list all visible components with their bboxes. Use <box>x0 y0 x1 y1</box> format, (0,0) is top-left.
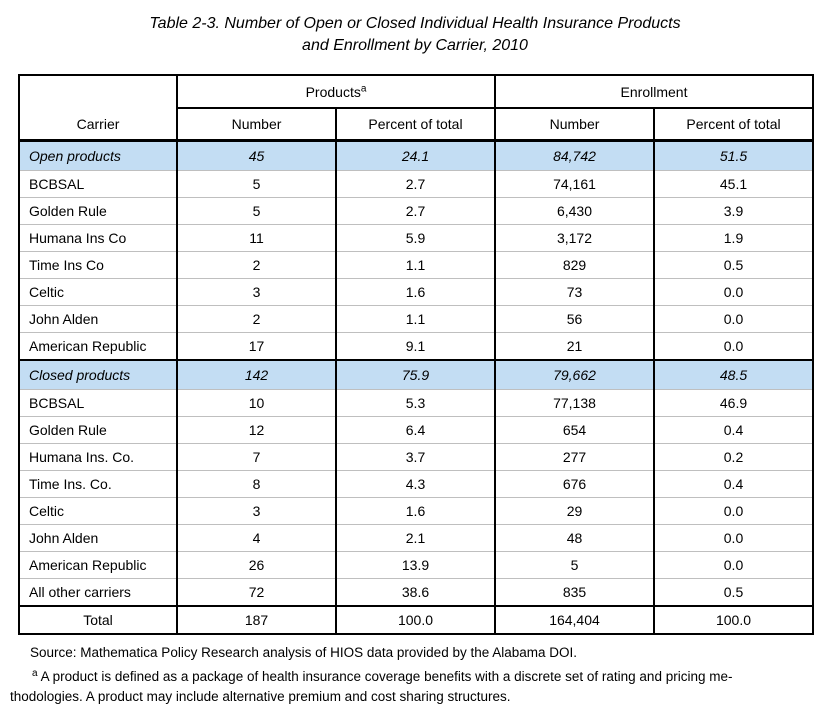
carrier-cell: John Alden <box>19 306 177 333</box>
enrollment-percent-header: Percent of total <box>654 108 813 141</box>
carrier-cell: BCBSAL <box>19 171 177 198</box>
table-row-closed-products <box>19 360 813 390</box>
footnote-a <box>10 667 818 707</box>
table-row <box>19 579 813 607</box>
value-cell: 45 <box>177 141 336 171</box>
value-cell: 100.0 <box>336 606 495 634</box>
value-cell: 277 <box>495 444 654 471</box>
carrier-cell: John Alden <box>19 525 177 552</box>
value-cell: 0.4 <box>654 417 813 444</box>
value-cell: 56 <box>495 306 654 333</box>
table-title-line2: and Enrollment by Carrier, 2010 <box>302 37 528 54</box>
value-cell: 11 <box>177 225 336 252</box>
products-number-header: Number <box>177 108 336 141</box>
table-header <box>19 75 813 141</box>
footnote-marker: a <box>32 667 38 679</box>
enrollment-number-header: Number <box>495 108 654 141</box>
value-cell: 1.1 <box>336 306 495 333</box>
value-cell: 2 <box>177 306 336 333</box>
products-group-label: Products <box>305 83 361 100</box>
table-row <box>19 198 813 225</box>
value-cell: 48.5 <box>654 360 813 390</box>
value-cell: 1.1 <box>336 252 495 279</box>
value-cell: 17 <box>177 333 336 361</box>
carrier-cell: American Republic <box>19 333 177 361</box>
value-cell: 654 <box>495 417 654 444</box>
carrier-cell: Humana Ins. Co. <box>19 444 177 471</box>
value-cell: 12 <box>177 417 336 444</box>
enrollment-group-header: Enrollment <box>495 75 813 108</box>
value-cell: 0.0 <box>654 333 813 361</box>
value-cell: 0.5 <box>654 579 813 607</box>
value-cell: 51.5 <box>654 141 813 171</box>
value-cell: 5 <box>495 552 654 579</box>
value-cell: 3,172 <box>495 225 654 252</box>
value-cell: 0.5 <box>654 252 813 279</box>
value-cell: 5 <box>177 198 336 225</box>
value-cell: 1.9 <box>654 225 813 252</box>
carrier-cell: Closed products <box>19 360 177 390</box>
table-row-total <box>19 606 813 634</box>
value-cell: 2.1 <box>336 525 495 552</box>
value-cell: 4.3 <box>336 471 495 498</box>
value-cell: 79,662 <box>495 360 654 390</box>
carrier-cell: Open products <box>19 141 177 171</box>
value-cell: 164,404 <box>495 606 654 634</box>
table-title <box>0 0 830 57</box>
value-cell: 75.9 <box>336 360 495 390</box>
products-group-header <box>177 75 495 108</box>
value-cell: 3.7 <box>336 444 495 471</box>
value-cell: 0.0 <box>654 552 813 579</box>
value-cell: 10 <box>177 390 336 417</box>
value-cell: 187 <box>177 606 336 634</box>
value-cell: 7 <box>177 444 336 471</box>
table-row <box>19 525 813 552</box>
carrier-cell: Golden Rule <box>19 198 177 225</box>
products-percent-header: Percent of total <box>336 108 495 141</box>
value-cell: 0.2 <box>654 444 813 471</box>
value-cell: 835 <box>495 579 654 607</box>
value-cell: 6,430 <box>495 198 654 225</box>
value-cell: 1.6 <box>336 279 495 306</box>
table-body <box>19 141 813 635</box>
table-row <box>19 471 813 498</box>
carrier-cell: Celtic <box>19 279 177 306</box>
table-row <box>19 444 813 471</box>
source-note: Source: Mathematica Policy Research analysis of HIOS data provided by the Alabama DOI. <box>30 645 578 660</box>
table-row <box>19 306 813 333</box>
value-cell: 0.4 <box>654 471 813 498</box>
value-cell: 26 <box>177 552 336 579</box>
value-cell: 74,161 <box>495 171 654 198</box>
carrier-cell: All other carriers <box>19 579 177 607</box>
value-cell: 38.6 <box>336 579 495 607</box>
value-cell: 0.0 <box>654 306 813 333</box>
table-row <box>19 171 813 198</box>
table-row <box>19 333 813 361</box>
carrier-cell: Time Ins Co <box>19 252 177 279</box>
value-cell: 676 <box>495 471 654 498</box>
header-group-row <box>19 75 813 108</box>
table-row <box>19 390 813 417</box>
value-cell: 142 <box>177 360 336 390</box>
table-row <box>19 279 813 306</box>
value-cell: 0.0 <box>654 498 813 525</box>
value-cell: 5.9 <box>336 225 495 252</box>
value-cell: 21 <box>495 333 654 361</box>
footnote-line1: A product is defined as a package of health insurance coverage benefits with a discrete set of rating and pricing me- <box>40 669 733 684</box>
value-cell: 4 <box>177 525 336 552</box>
value-cell: 77,138 <box>495 390 654 417</box>
value-cell: 24.1 <box>336 141 495 171</box>
carrier-cell: Humana Ins Co <box>19 225 177 252</box>
footnote-line2: thodologies. A product may include alternative premium and cost sharing structures. <box>10 689 511 704</box>
value-cell: 2.7 <box>336 171 495 198</box>
value-cell: 13.9 <box>336 552 495 579</box>
carrier-cell: BCBSAL <box>19 390 177 417</box>
insurance-products-table <box>18 74 814 635</box>
value-cell: 5 <box>177 171 336 198</box>
value-cell: 45.1 <box>654 171 813 198</box>
table-row <box>19 552 813 579</box>
carrier-column-header: Carrier <box>19 75 177 141</box>
table-row <box>19 417 813 444</box>
value-cell: 5.3 <box>336 390 495 417</box>
value-cell: 3 <box>177 279 336 306</box>
value-cell: 48 <box>495 525 654 552</box>
value-cell: 1.6 <box>336 498 495 525</box>
carrier-cell: Golden Rule <box>19 417 177 444</box>
value-cell: 2 <box>177 252 336 279</box>
value-cell: 2.7 <box>336 198 495 225</box>
table-row <box>19 225 813 252</box>
value-cell: 9.1 <box>336 333 495 361</box>
table-row-open-products <box>19 141 813 171</box>
carrier-cell: American Republic <box>19 552 177 579</box>
value-cell: 6.4 <box>336 417 495 444</box>
value-cell: 29 <box>495 498 654 525</box>
value-cell: 0.0 <box>654 525 813 552</box>
value-cell: 3 <box>177 498 336 525</box>
carrier-cell: Total <box>19 606 177 634</box>
value-cell: 0.0 <box>654 279 813 306</box>
value-cell: 72 <box>177 579 336 607</box>
table-row <box>19 252 813 279</box>
table-title-line1: Table 2-3. Number of Open or Closed Individual Health Insurance Products <box>149 15 681 32</box>
value-cell: 100.0 <box>654 606 813 634</box>
value-cell: 3.9 <box>654 198 813 225</box>
value-cell: 46.9 <box>654 390 813 417</box>
value-cell: 73 <box>495 279 654 306</box>
products-footnote-marker: a <box>360 82 367 94</box>
carrier-cell: Celtic <box>19 498 177 525</box>
value-cell: 8 <box>177 471 336 498</box>
value-cell: 829 <box>495 252 654 279</box>
value-cell: 84,742 <box>495 141 654 171</box>
table-row <box>19 498 813 525</box>
carrier-cell: Time Ins. Co. <box>19 471 177 498</box>
